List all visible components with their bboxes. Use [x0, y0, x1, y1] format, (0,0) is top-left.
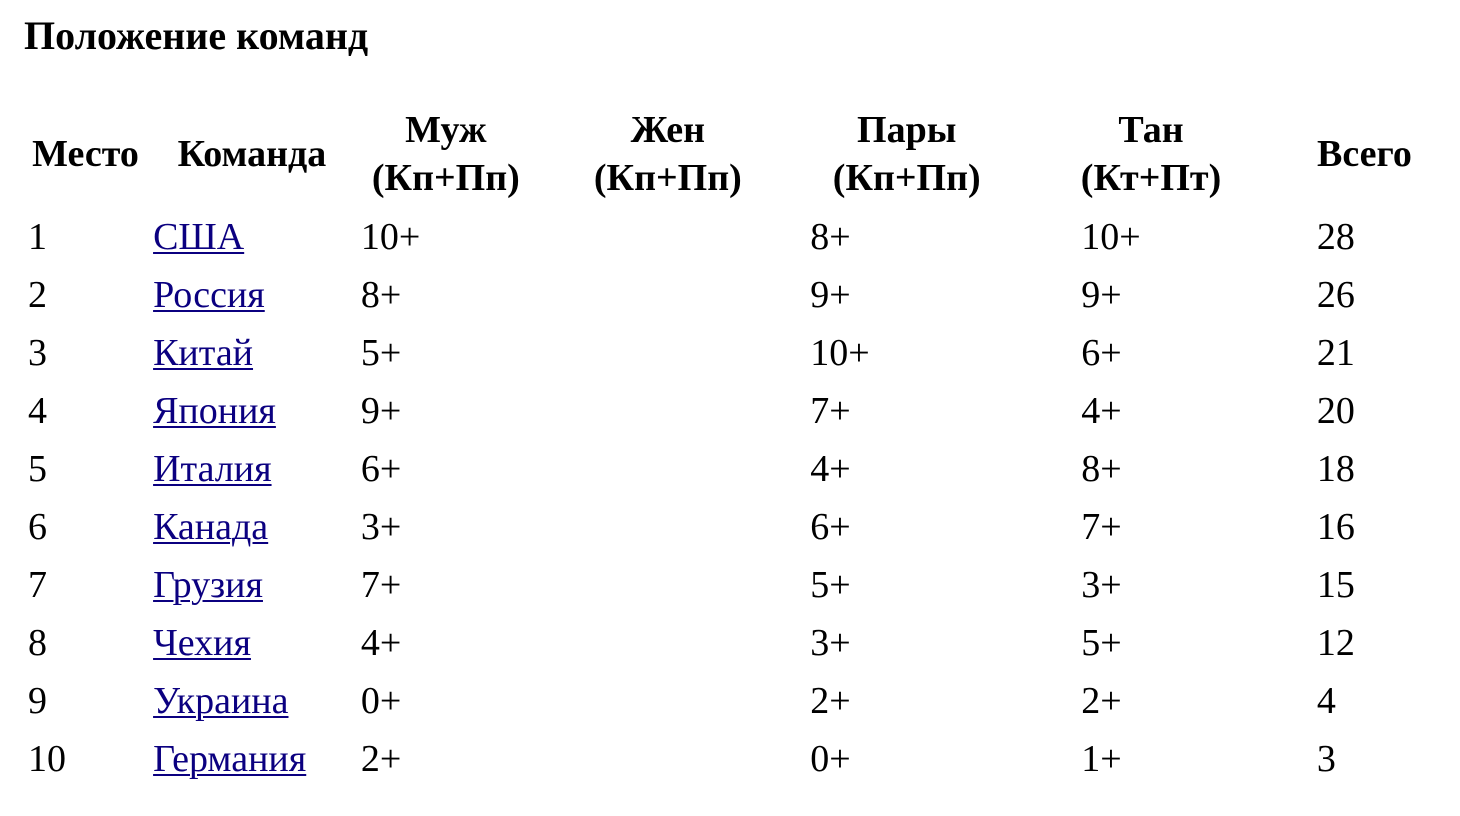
header-total: Всего: [1316, 133, 1412, 175]
cell-total: 28: [1316, 216, 1355, 258]
team-link[interactable]: Чехия: [153, 622, 251, 664]
header-row: [18, 100, 1460, 208]
header-dance: [1033, 100, 1269, 208]
cell-team: [153, 614, 351, 672]
team-link[interactable]: Грузия: [153, 564, 263, 606]
cell-men: 2+: [360, 738, 402, 780]
cell-pairs: 6+: [810, 506, 851, 548]
table-row: [18, 498, 1460, 556]
cell-men: 8+: [360, 274, 402, 316]
cell-pairs: 7+: [810, 390, 851, 432]
header-women: [573, 106, 763, 202]
cell-men: 9+: [360, 390, 402, 432]
table-row: [18, 614, 1460, 672]
cell-team: [153, 266, 351, 324]
team-link[interactable]: Япония: [153, 390, 276, 432]
cell-pairs: 9+: [810, 274, 851, 316]
cell-men: 4+: [360, 622, 402, 664]
cell-place: 6: [28, 506, 47, 548]
team-link[interactable]: Канада: [153, 506, 269, 548]
cell-place: 1: [28, 216, 47, 258]
table-row: [18, 730, 1460, 788]
cell-place: 8: [28, 622, 47, 664]
cell-pairs: 4+: [810, 448, 851, 490]
header-dance-line1: Тан: [1118, 109, 1184, 151]
header-place: Место: [32, 133, 139, 175]
cell-dance: 9+: [1081, 274, 1122, 316]
header-women-line1: Жен: [630, 109, 706, 151]
cell-place: 3: [28, 332, 47, 374]
cell-dance: 2+: [1081, 680, 1122, 722]
cell-pairs: 0+: [810, 738, 851, 780]
table-row: [18, 208, 1460, 266]
header-men-line2: (Кп+Пп): [371, 157, 520, 199]
cell-total: 12: [1316, 622, 1355, 664]
cell-total: 18: [1316, 448, 1355, 490]
cell-total: 21: [1316, 332, 1355, 374]
table-body: [18, 208, 1460, 788]
cell-team: [153, 208, 351, 266]
cell-dance: 5+: [1081, 622, 1122, 664]
table-row: [18, 382, 1460, 440]
cell-total: 26: [1316, 274, 1355, 316]
cell-pairs: 8+: [810, 216, 851, 258]
cell-dance: 10+: [1081, 216, 1141, 258]
cell-place: 10: [28, 738, 66, 780]
cell-team: [153, 440, 351, 498]
cell-men: 7+: [360, 564, 402, 606]
cell-dance: 1+: [1081, 738, 1122, 780]
cell-total: 3: [1316, 738, 1336, 780]
cell-dance: 6+: [1081, 332, 1122, 374]
table-row: [18, 324, 1460, 382]
table-row: [18, 556, 1460, 614]
header-pairs-line2: (Кп+Пп): [832, 157, 981, 199]
cell-place: 7: [28, 564, 47, 606]
cell-pairs: 2+: [810, 680, 851, 722]
table-row: [18, 266, 1460, 324]
cell-pairs: 3+: [810, 622, 851, 664]
header-team: Команда: [177, 133, 327, 175]
cell-dance: 4+: [1081, 390, 1122, 432]
cell-team: [153, 324, 351, 382]
cell-pairs: 10+: [810, 332, 870, 374]
team-link[interactable]: Германия: [153, 738, 307, 780]
cell-men: 6+: [360, 448, 402, 490]
cell-total: 16: [1316, 506, 1355, 548]
table-row: [18, 440, 1460, 498]
header-men: [351, 100, 780, 208]
header-pairs: [780, 100, 1033, 208]
header-men-line1: Муж: [405, 109, 487, 151]
cell-total: 4: [1316, 680, 1336, 722]
cell-pairs: 5+: [810, 564, 851, 606]
cell-team: [153, 556, 351, 614]
table-header: [18, 100, 1460, 208]
team-link[interactable]: Китай: [153, 332, 254, 374]
cell-dance: 7+: [1081, 506, 1122, 548]
header-pairs-line1: Пары: [857, 109, 957, 151]
cell-team: [153, 672, 351, 730]
cell-place: 5: [28, 448, 47, 490]
table-row: [18, 672, 1460, 730]
team-link[interactable]: Россия: [153, 274, 265, 316]
cell-team: [153, 730, 351, 788]
cell-men: 10+: [360, 216, 421, 258]
cell-dance: 8+: [1081, 448, 1122, 490]
cell-dance: 3+: [1081, 564, 1122, 606]
cell-men: 3+: [360, 506, 402, 548]
cell-place: 2: [28, 274, 47, 316]
cell-team: [153, 382, 351, 440]
cell-men: 0+: [360, 680, 402, 722]
cell-total: 15: [1316, 564, 1355, 606]
cell-place: 9: [28, 680, 47, 722]
cell-team: [153, 498, 351, 556]
team-link[interactable]: Италия: [153, 448, 272, 490]
standings-table: [18, 100, 1460, 788]
cell-place: 4: [28, 390, 47, 432]
cell-total: 20: [1316, 390, 1355, 432]
header-women-line2: (Кп+Пп): [593, 157, 742, 199]
page-title: Положение команд: [24, 13, 369, 58]
team-link[interactable]: Украина: [153, 680, 289, 722]
team-link[interactable]: США: [153, 216, 245, 258]
header-dance-line2: (Кт+Пт): [1080, 157, 1222, 199]
cell-men: 5+: [360, 332, 402, 374]
